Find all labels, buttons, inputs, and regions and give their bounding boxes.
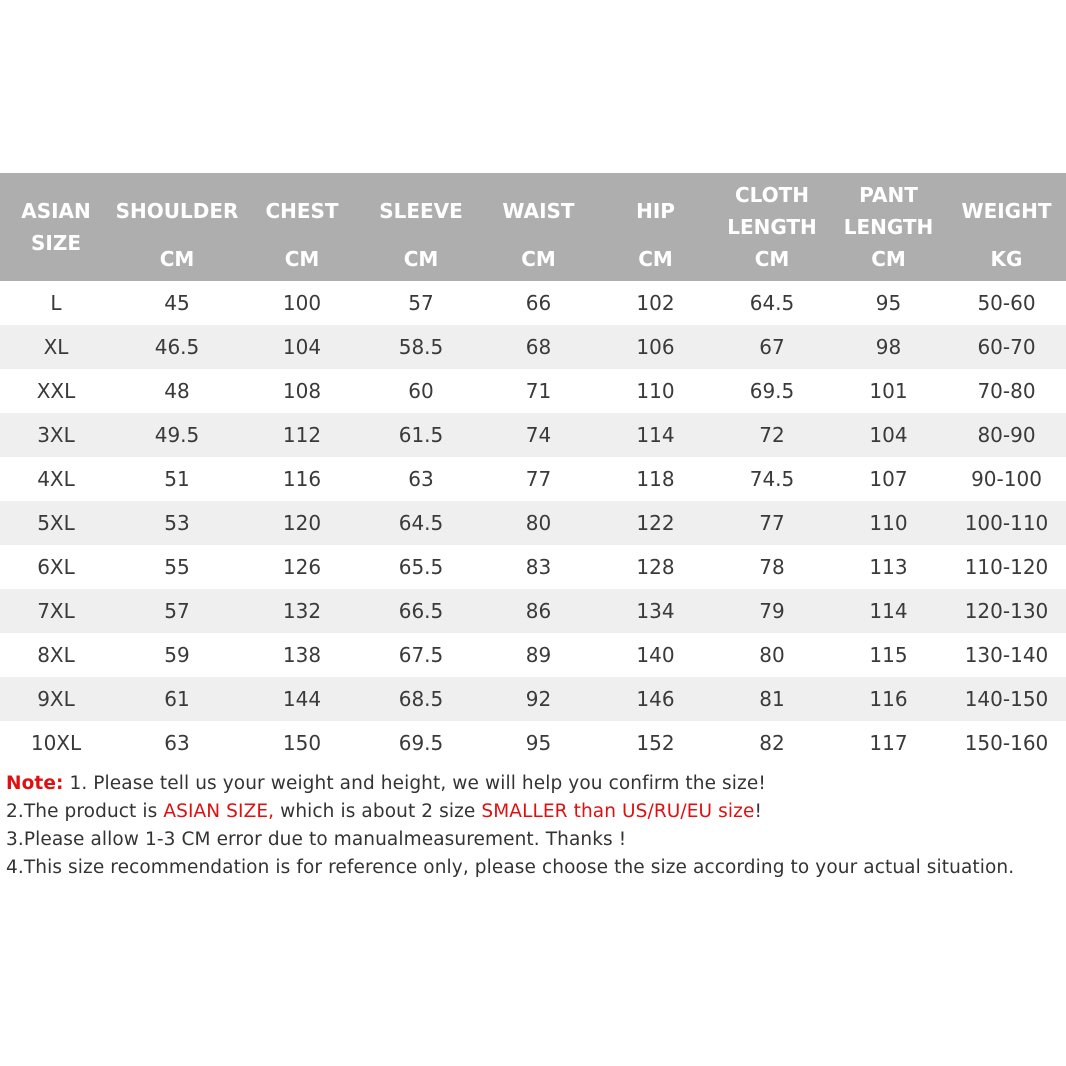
table-cell: 116 bbox=[282, 467, 322, 491]
table-cell: 69.5 bbox=[398, 731, 444, 755]
table-cell: 117 bbox=[869, 731, 908, 755]
column-header bbox=[242, 173, 362, 281]
table-cell: 66.5 bbox=[398, 599, 444, 623]
table-cell: 130-140 bbox=[964, 643, 1049, 667]
table-cell: 152 bbox=[636, 731, 675, 755]
note-line-2 bbox=[6, 798, 1066, 826]
table-cell: 58.5 bbox=[398, 335, 444, 359]
table-cell: 57 bbox=[408, 291, 434, 315]
table-cell: 144 bbox=[282, 687, 322, 711]
table-cell: 80 bbox=[759, 643, 785, 667]
table-cell: 138 bbox=[282, 643, 322, 667]
table-cell: 74 bbox=[525, 423, 552, 447]
size-cell: 9XL bbox=[37, 687, 75, 711]
column-header bbox=[0, 173, 112, 281]
table-cell: 61.5 bbox=[398, 423, 444, 447]
table-cell: 63 bbox=[164, 731, 190, 755]
column-header-unit: CM bbox=[754, 247, 790, 271]
table-cell: 116 bbox=[869, 687, 908, 711]
table-cell: 86 bbox=[525, 599, 552, 623]
table-cell: 60-70 bbox=[977, 335, 1036, 359]
note-line-1 bbox=[6, 770, 1066, 798]
table-row bbox=[0, 677, 1066, 721]
column-header-line: LENGTH bbox=[727, 215, 817, 239]
table-cell: 146 bbox=[636, 687, 675, 711]
column-header-line: SLEEVE bbox=[379, 199, 463, 223]
column-header-line: PANT bbox=[859, 183, 918, 207]
table-cell: 100-110 bbox=[964, 511, 1049, 535]
table-row bbox=[0, 413, 1066, 457]
column-header bbox=[480, 173, 597, 281]
column-header-line: SHOULDER bbox=[115, 199, 239, 223]
table-cell: 104 bbox=[869, 423, 908, 447]
column-header bbox=[362, 173, 480, 281]
table-cell: 113 bbox=[869, 555, 908, 579]
note-line-2-text-c: ! bbox=[754, 801, 762, 822]
column-header-name bbox=[112, 173, 242, 249]
asian-size-highlight: ASIAN SIZE, bbox=[163, 801, 275, 822]
table-cell: 68 bbox=[525, 335, 552, 359]
size-chart bbox=[0, 173, 1066, 765]
table-row bbox=[0, 501, 1066, 545]
column-header bbox=[714, 173, 830, 281]
table-cell: 59 bbox=[164, 643, 190, 667]
column-header-line: WEIGHT bbox=[961, 199, 1052, 223]
table-cell: 95 bbox=[525, 731, 552, 755]
table-cell: 81 bbox=[759, 687, 785, 711]
table-cell: 102 bbox=[636, 291, 675, 315]
table-cell: 126 bbox=[282, 555, 322, 579]
table-cell: 120-130 bbox=[964, 599, 1049, 623]
table-cell: 90-100 bbox=[971, 467, 1042, 491]
table-row bbox=[0, 369, 1066, 413]
column-header-unit: CM bbox=[871, 247, 906, 271]
column-header-name bbox=[362, 173, 480, 249]
table-cell: 150 bbox=[282, 731, 322, 755]
size-cell: 3XL bbox=[37, 423, 75, 447]
note-line-4: 4.This size recommendation is for reference only, please choose the size according to your actual situation. bbox=[6, 857, 1015, 878]
column-header-name bbox=[597, 173, 714, 249]
table-cell: 89 bbox=[525, 643, 552, 667]
column-header bbox=[947, 173, 1066, 281]
table-cell: 107 bbox=[869, 467, 908, 491]
table-cell: 80 bbox=[525, 511, 552, 535]
column-header-name bbox=[947, 173, 1066, 249]
table-cell: 46.5 bbox=[154, 335, 200, 359]
table-cell: 114 bbox=[636, 423, 675, 447]
table-cell: 70-80 bbox=[977, 379, 1036, 403]
table-cell: 134 bbox=[636, 599, 675, 623]
table-cell: 100 bbox=[282, 291, 322, 315]
table-cell: 128 bbox=[636, 555, 675, 579]
table-cell: 80-90 bbox=[977, 423, 1036, 447]
note-line-3: 3.Please allow 1-3 CM error due to manualmeasurement. Thanks ! bbox=[6, 829, 627, 850]
note-label: Note: bbox=[6, 773, 64, 794]
table-cell: 71 bbox=[525, 379, 552, 403]
table-cell: 53 bbox=[164, 511, 190, 535]
table-cell: 60 bbox=[408, 379, 434, 403]
table-cell: 77 bbox=[759, 511, 785, 535]
table-cell: 150-160 bbox=[964, 731, 1049, 755]
column-header bbox=[830, 173, 947, 281]
column-header-unit: CM bbox=[284, 247, 320, 271]
size-chart-body bbox=[0, 281, 1066, 765]
table-row bbox=[0, 545, 1066, 589]
table-cell: 69.5 bbox=[749, 379, 795, 403]
table-cell: 57 bbox=[164, 599, 190, 623]
table-cell: 140 bbox=[636, 643, 675, 667]
table-row bbox=[0, 589, 1066, 633]
table-cell: 110 bbox=[869, 511, 908, 535]
column-header-name bbox=[242, 173, 362, 249]
smaller-size-highlight: SMALLER than US/RU/EU size bbox=[481, 801, 755, 822]
table-cell: 65.5 bbox=[398, 555, 444, 579]
column-header-name bbox=[0, 173, 112, 281]
table-cell: 101 bbox=[869, 379, 908, 403]
table-row bbox=[0, 325, 1066, 369]
column-header-line: WAIST bbox=[502, 199, 575, 223]
column-header-unit: KG bbox=[990, 247, 1023, 271]
column-header-unit: CM bbox=[521, 247, 556, 271]
table-cell: 112 bbox=[282, 423, 322, 447]
table-cell: 67 bbox=[759, 335, 785, 359]
table-cell: 83 bbox=[525, 555, 552, 579]
column-header-line: HIP bbox=[636, 199, 675, 223]
size-cell: 7XL bbox=[37, 599, 75, 623]
table-cell: 50-60 bbox=[977, 291, 1036, 315]
size-cell: XXL bbox=[36, 379, 76, 403]
table-cell: 140-150 bbox=[964, 687, 1049, 711]
column-header-line: ASIAN bbox=[21, 199, 91, 223]
table-cell: 72 bbox=[759, 423, 785, 447]
table-cell: 51 bbox=[164, 467, 190, 491]
table-cell: 77 bbox=[525, 467, 552, 491]
table-cell: 66 bbox=[525, 291, 552, 315]
column-header-line: SIZE bbox=[30, 231, 81, 255]
column-header bbox=[112, 173, 242, 281]
table-row bbox=[0, 633, 1066, 677]
column-header bbox=[597, 173, 714, 281]
column-header-name bbox=[830, 173, 947, 249]
table-cell: 110 bbox=[636, 379, 675, 403]
table-cell: 49.5 bbox=[154, 423, 200, 447]
table-cell: 122 bbox=[636, 511, 675, 535]
table-row bbox=[0, 721, 1066, 765]
column-header-unit: CM bbox=[159, 247, 195, 271]
notes bbox=[6, 770, 1066, 882]
size-cell: L bbox=[50, 291, 62, 315]
table-cell: 114 bbox=[869, 599, 908, 623]
table-cell: 67.5 bbox=[398, 643, 444, 667]
column-header-name bbox=[480, 173, 597, 249]
size-cell: 10XL bbox=[30, 731, 82, 755]
size-cell: 6XL bbox=[37, 555, 75, 579]
table-cell: 92 bbox=[525, 687, 552, 711]
table-cell: 118 bbox=[636, 467, 675, 491]
table-cell: 95 bbox=[875, 291, 902, 315]
column-header-line: LENGTH bbox=[843, 215, 934, 239]
column-header-line: CLOTH bbox=[734, 183, 810, 207]
table-cell: 68.5 bbox=[398, 687, 444, 711]
note-line-1-text: 1. Please tell us your weight and height, we will help you confirm the size! bbox=[63, 773, 766, 794]
table-cell: 63 bbox=[408, 467, 434, 491]
size-cell: XL bbox=[43, 335, 69, 359]
table-cell: 74.5 bbox=[749, 467, 795, 491]
table-cell: 64.5 bbox=[398, 511, 444, 535]
table-cell: 108 bbox=[282, 379, 322, 403]
table-cell: 64.5 bbox=[749, 291, 795, 315]
size-cell: 5XL bbox=[37, 511, 75, 535]
note-line-2-text-b: which is about 2 size bbox=[274, 801, 482, 822]
table-row bbox=[0, 457, 1066, 501]
table-cell: 48 bbox=[164, 379, 190, 403]
size-chart-header bbox=[0, 173, 1066, 281]
table-cell: 120 bbox=[282, 511, 322, 535]
table-cell: 61 bbox=[164, 687, 190, 711]
table-cell: 79 bbox=[759, 599, 785, 623]
table-cell: 55 bbox=[164, 555, 190, 579]
size-cell: 4XL bbox=[37, 467, 75, 491]
column-header-name bbox=[714, 173, 830, 249]
table-cell: 98 bbox=[875, 335, 902, 359]
table-cell: 110-120 bbox=[964, 555, 1049, 579]
note-line-2-text-a: 2.The product is bbox=[6, 801, 164, 822]
table-cell: 115 bbox=[869, 643, 908, 667]
table-cell: 104 bbox=[282, 335, 322, 359]
table-cell: 78 bbox=[759, 555, 785, 579]
size-cell: 8XL bbox=[37, 643, 75, 667]
column-header-unit: CM bbox=[638, 247, 673, 271]
column-header-unit: CM bbox=[403, 247, 439, 271]
table-cell: 132 bbox=[282, 599, 322, 623]
table-cell: 82 bbox=[759, 731, 785, 755]
table-row bbox=[0, 281, 1066, 325]
column-header-line: CHEST bbox=[265, 199, 339, 223]
table-cell: 106 bbox=[636, 335, 675, 359]
table-cell: 45 bbox=[164, 291, 190, 315]
